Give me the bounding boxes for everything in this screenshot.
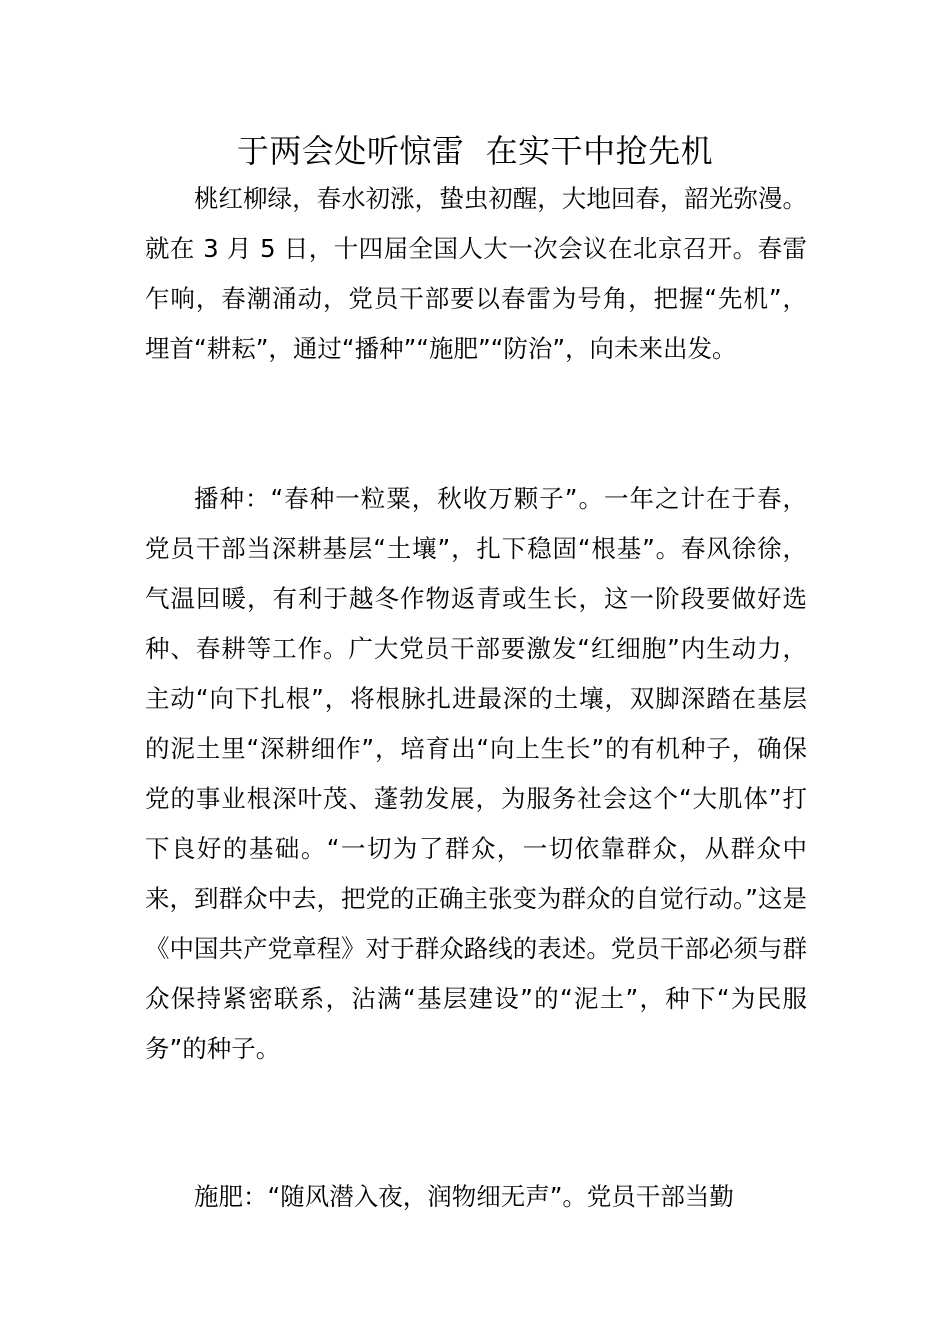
document-title: 于两会处听惊雷 在实干中抢先机	[236, 132, 714, 170]
paragraph-sowing: 播种：“春种一粒粟，秋收万颗子”。一年之计在于春，党员干部当深耕基层“土壤”，扎下稳固“根基”。春风徐徐，气温回暖，有利于越冬作物返青或生长，这一阶段要做好选种、春耕等工作。广大党员干部要激发“红细胞”内生动力，主动“向下扎根”，将根脉扎进最深的土壤，双脚深踏在基层的泥土里“深耕细作”，培育出“向上生长”的有机种子，确保党的事业根深叶茂、蓬勃发展，为服务社会这个“大肌体”打下良好的基础。“一切为了群众，一切依靠群众，从群众中来，到群众中去，把党的正确主张变为群众的自觉行动。”这是《中国共产党章程》对于群众路线的表述。党员干部必须与群众保持紧密联系，沾满“基层建设”的“泥土”，种下“为民服务”的种子。	[145, 484, 807, 1063]
paragraph-fertilizing: 施肥：“随风潜入夜，润物细无声”。党员干部当勤	[194, 1182, 734, 1211]
paragraph-intro: 桃红柳绿，春水初涨，蛰虫初醒，大地回春，韶光弥漫。就在 3 月 5 日，十四届全国人大一次会议在北京召开。春雷乍响，春潮涌动，党员干部要以春雷为号角，把握“先机”，埋首“耕耘”，通过“播种”“施肥”“防治”，向未来出发。	[145, 184, 807, 363]
